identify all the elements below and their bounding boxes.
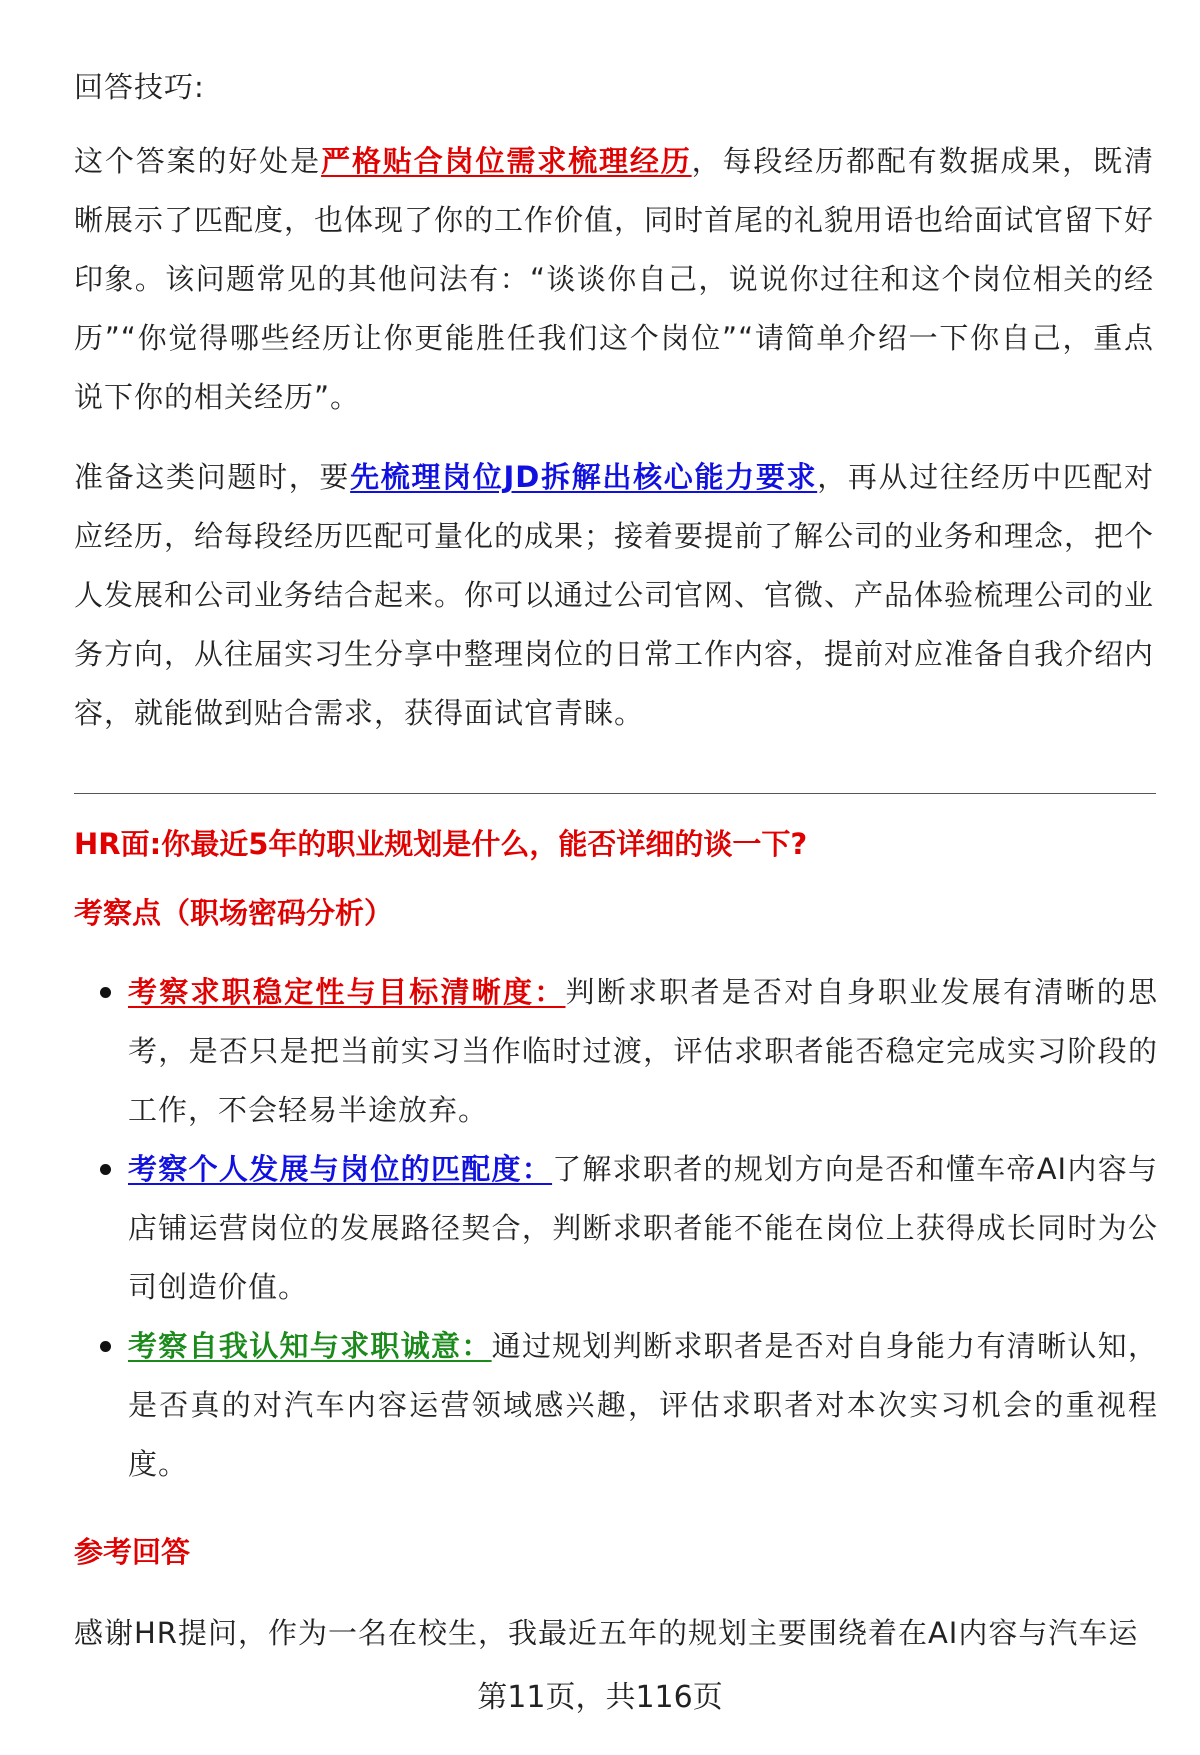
analysis-bullet-list [128, 963, 1158, 1494]
tips-paragraph-2-prefix: 准备这类问题时，要 [74, 460, 351, 494]
bullet-dot-icon [100, 1341, 111, 1352]
tips-paragraph-1-suffix: ，每段经历都配有数据成果，既清晰展示了匹配度，也体现了你的工作价值，同时首尾的礼貌用语也给面试官留下好印象。该问题常见的其他问法有：“谈谈你自己，说说你过往和这个岗位相关的经历”“你觉得哪些经历让你更能胜任我们这个岗位”“请简单介绍一下你自己，重点说下你的相关经历”。 [74, 144, 1155, 414]
bullet-text: 判断求职者是否对自身职业发展有清晰的思考，是否只是把当前实习当作临时过渡，评估求职者能否稳定完成实习阶段的工作，不会轻易半途放弃。 [128, 975, 1158, 1127]
question-heading: HR面:你最近5年的职业规划是什么，能否详细的谈一下? [74, 827, 808, 861]
tips-label: 回答技巧: [74, 70, 205, 104]
emphasis-blue-text: 先梳理岗位JD拆解出核心能力要求 [350, 460, 818, 494]
tips-paragraph-1-prefix: 这个答案的好处是 [74, 144, 322, 178]
bullet-title: 考察自我认知与求职诚意： [128, 1329, 492, 1363]
bullet-text: 通过规划判断求职者是否对自身能力有清晰认知，是否真的对汽车内容运营领域感兴趣，评估求职者对本次实习机会的重视程度。 [128, 1329, 1158, 1481]
tips-paragraph-2-suffix: ，再从过往经历中匹配对应经历，给每段经历匹配可量化的成果；接着要提前了解公司的业务和理念，把个人发展和公司业务结合起来。你可以通过公司官网、官微、产品体验梳理公司的业务方向，从往届实习生分享中整理岗位的日常工作内容，提前对应准备自我介绍内容，就能做到贴合需求，获得面试官青睐。 [74, 460, 1155, 730]
bullet-text: 了解求职者的规划方向是否和懂车帝AI内容与店铺运营岗位的发展路径契合，判断求职者能不能在岗位上获得成长同时为公司创造价值。 [128, 1152, 1158, 1304]
tips-paragraph-1 [74, 132, 1154, 427]
analysis-bullet-item [128, 1140, 1158, 1317]
bullet-dot-icon [100, 987, 111, 998]
bullet-dot-icon [100, 1164, 111, 1175]
bullet-title: 考察个人发展与岗位的匹配度： [128, 1152, 553, 1186]
bullet-title: 考察求职稳定性与目标清晰度： [128, 975, 566, 1009]
analysis-bullet-item [128, 963, 1158, 1140]
analysis-heading: 考察点（职场密码分析） [74, 896, 394, 930]
answer-paragraph: 感谢HR提问，作为一名在校生，我最近五年的规划主要围绕着在AI内容与汽车运 [74, 1616, 1139, 1650]
page-number-footer: 第11页，共116页 [477, 1680, 723, 1715]
section-divider [74, 793, 1156, 794]
analysis-bullet-item [128, 1317, 1158, 1494]
emphasis-red-text: 严格贴合岗位需求梳理经历 [321, 144, 692, 178]
tips-paragraph-2 [74, 448, 1154, 743]
answer-heading: 参考回答 [74, 1535, 191, 1569]
